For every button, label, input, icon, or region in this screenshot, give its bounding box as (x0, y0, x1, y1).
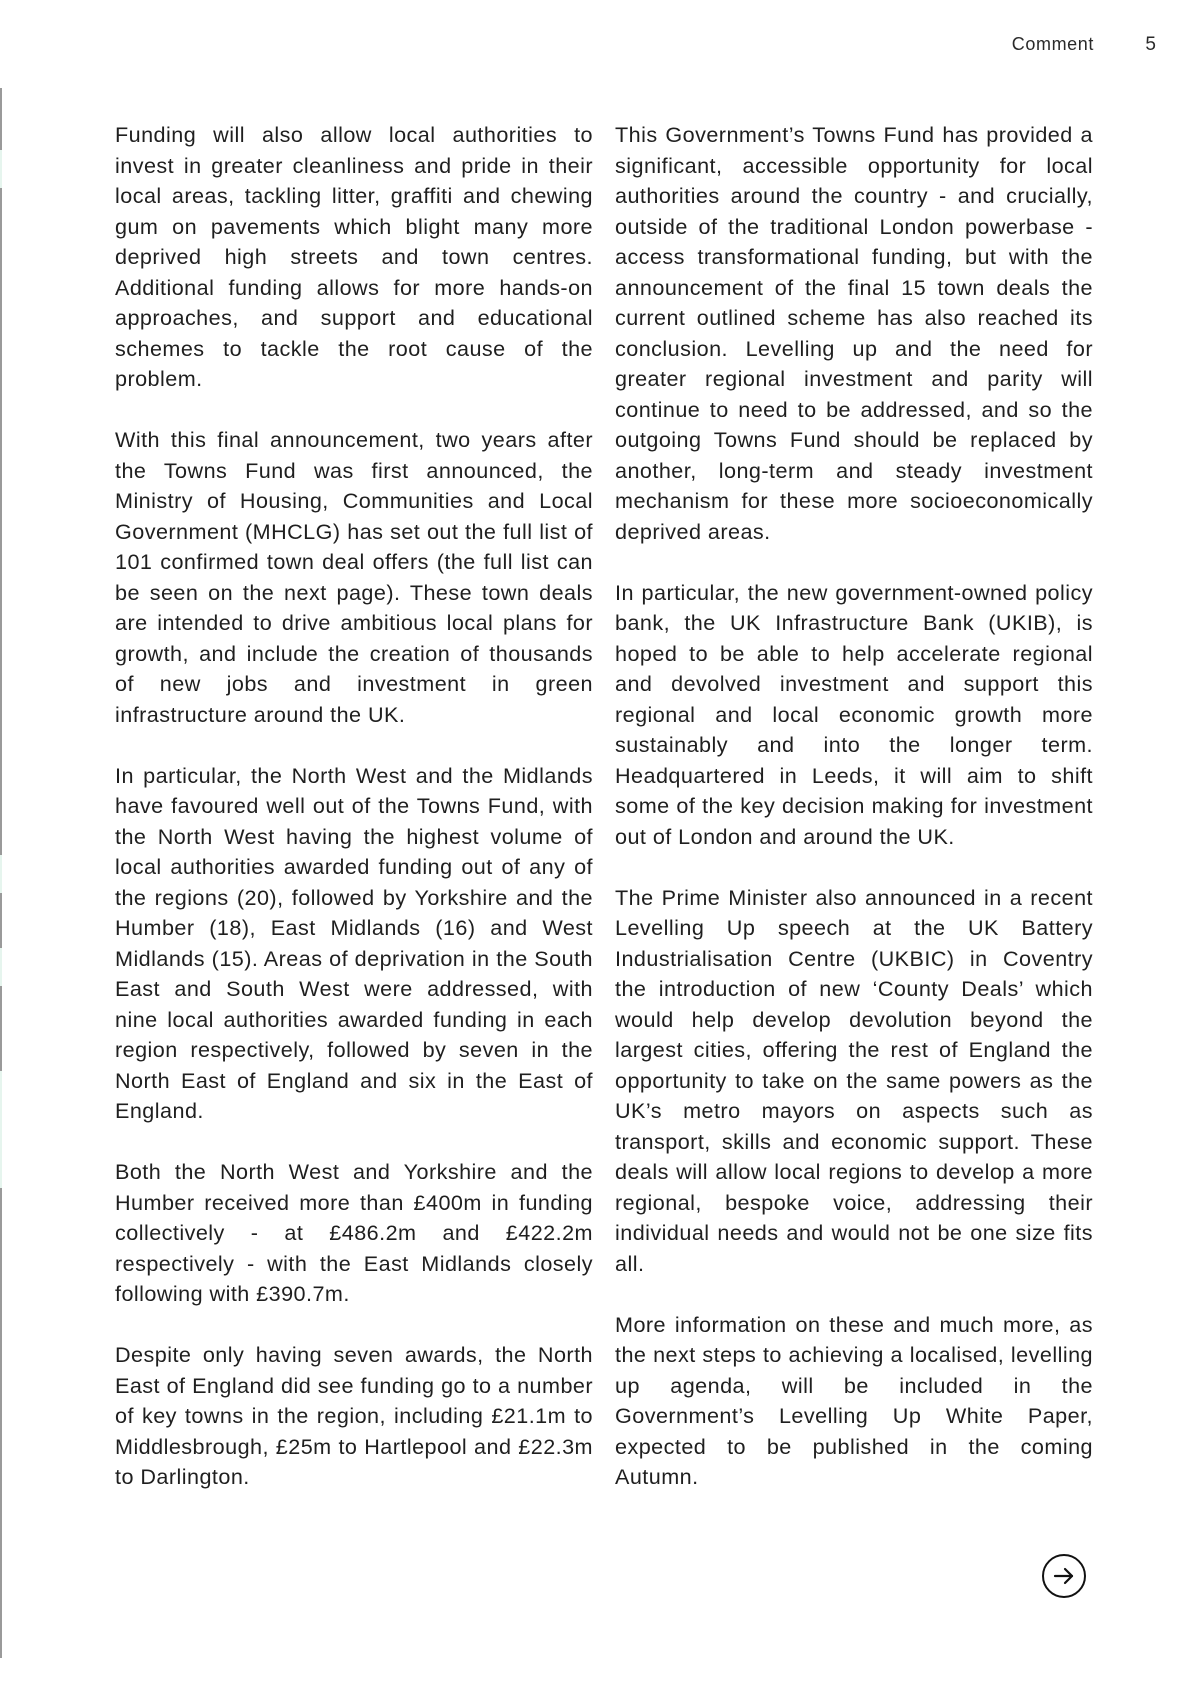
paragraph: This Government’s Towns Fund has provided a significant, accessible opportunity for local authorities around the country - and crucially, outside of the traditional London powerbase - access transformational funding, but with the announcement of the final 15 town deals the current outlined scheme has also reached its conclusion. Levelling up and the need for greater regional investment and parity will continue to need to be addressed, and so the outgoing Towns Fund should be replaced by another, long-term and steady investment mechanism for these more socioeconomically deprived areas. (615, 122, 1093, 544)
page-edge-rule (0, 88, 2, 1658)
paragraph: Funding will also allow local authorities to invest in greater cleanliness and pride in their local areas, tackling litter, graffiti and chewing gum on pavements which blight many more deprived high streets and town centres. Additional funding allows for more hands-on approaches, and support and educational schemes to tackle the root cause of the problem. (115, 122, 593, 391)
right-column (615, 120, 1093, 1523)
rule-tint-segment (0, 150, 2, 188)
paragraph: In particular, the North West and the Midlands have favoured well out of the Towns Fund, with the North West having the highest volume of local authorities awarded funding out of any of the regions (20), followed by Yorkshire and the Humber (18), East Midlands (16) and West Midlands (15). Areas of deprivation in the South East and South West were addressed, with nine local authorities awarded funding in each region respectively, followed by seven in the North East of England and six in the East of England. (115, 762, 593, 1123)
left-column (115, 120, 593, 1523)
section-label: Comment (1011, 34, 1094, 54)
rule-tint-segment (0, 855, 2, 893)
paragraph: Both the North West and Yorkshire and the Humber received more than £400m in funding collectively - at £486.2m and £422.2m respectively - with the East Midlands closely following with £390.7m. (115, 1159, 593, 1306)
paragraph: More information on these and much more, as the next steps to achieving a localised, levelling up agenda, will be included in the Government’s Levelling Up White Paper, expected to be published in the coming Autumn. (615, 1311, 1093, 1489)
paragraph: The Prime Minister also announced in a recent Levelling Up speech at the UK Battery Industrialisation Centre (UKBIC) in Coventry the introduction of new ‘County Deals’ which would help develop devolution beyond the largest cities, offering the rest of England the opportunity to take on the same powers as the UK’s metro mayors on aspects such as transport, skills and economic support. These deals will allow local regions to develop a more regional, bespoke voice, addressing their individual needs and would not be one size fits all. (615, 884, 1093, 1276)
paragraph: With this final announcement, two years after the Towns Fund was first announced, the Ministry of Housing, Communities and Local Government (MHCLG) has set out the full list of 101 confirmed town deal offers (the full list can be seen on the next page). These town deals are intended to drive ambitious local plans for growth, and include the creation of thousands of new jobs and investment in green infrastructure around the UK. (115, 427, 593, 727)
running-header (0, 34, 1200, 58)
rule-tint-segment (0, 948, 2, 986)
page-number: 5 (1145, 34, 1156, 55)
arrow-right-icon (1051, 1563, 1077, 1589)
rule-tint-segment (0, 1071, 2, 1188)
paragraph: Despite only having seven awards, the North East of England did see funding go to a number of key towns in the region, including £21.1m to Middlesbrough, £25m to Hartlepool and £22.3m to Darlington. (115, 1342, 593, 1489)
next-page-button[interactable] (1042, 1554, 1086, 1598)
paragraph: In particular, the new government-owned policy bank, the UK Infrastructure Bank (UKIB), is hoped to be able to help accelerate regional and devolved investment and support this regional and local economic growth more sustainably and into the longer term. Headquartered in Leeds, it will aim to shift some of the key decision making for investment out of London and around the UK. (615, 579, 1093, 849)
